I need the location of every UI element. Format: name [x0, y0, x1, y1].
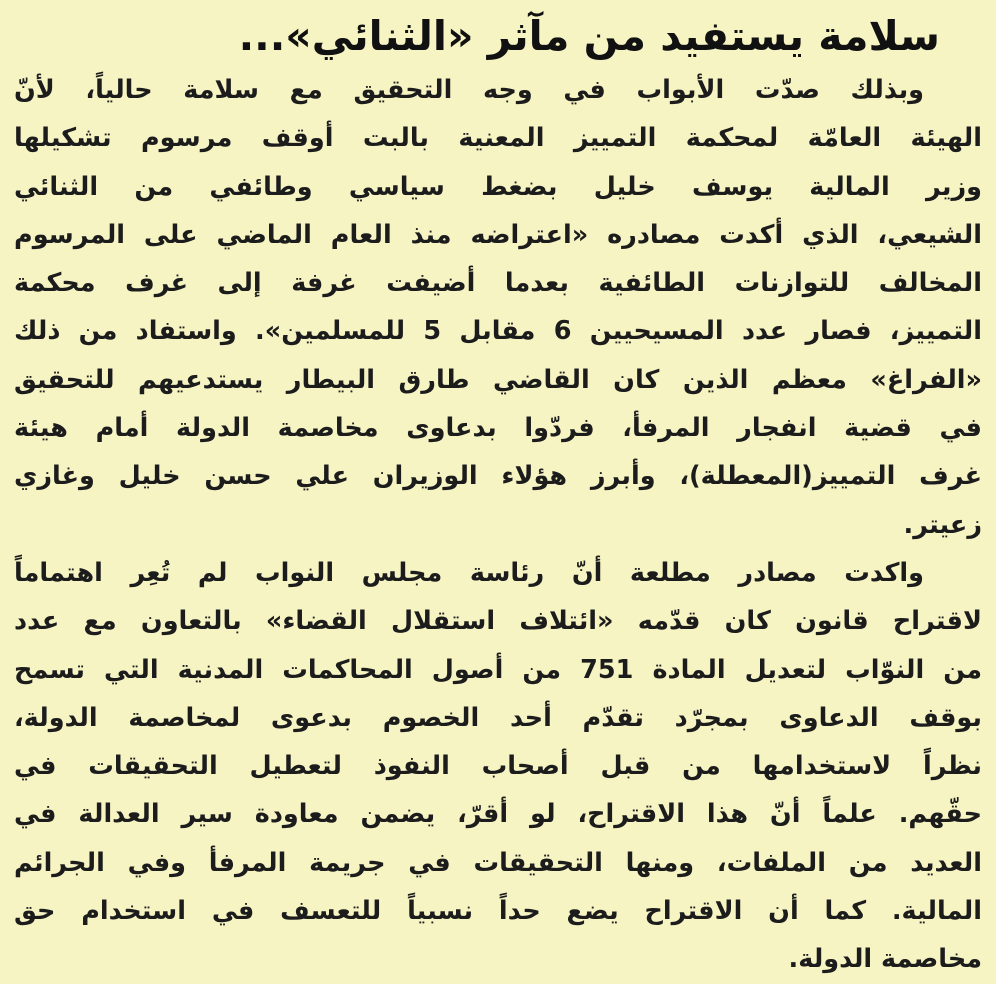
article-paragraph-2 — [14, 549, 982, 984]
text-line: بوقف الدعاوى بمجرّد تقدّم أحد الخصوم بدعوى لمخاصمة الدولة، — [14, 702, 982, 733]
text-line: في قضية انفجار المرفأ، فردّوا بدعاوى مخاصمة الدولة أمام هيئة — [14, 413, 982, 444]
text-line: وزير المالية يوسف خليل بضغط سياسي وطائفي من الثنائي — [14, 171, 982, 202]
text-line: من النوّاب لتعديل المادة 751 من أصول المحاكمات المدنية التي تسمح — [14, 654, 982, 685]
text-line: التمييز، فصار عدد المسيحيين 6 مقابل 5 للمسلمين». واستفاد من ذلك — [14, 316, 982, 347]
text-line: «الفراغ» معظم الذين كان القاضي طارق البيطار يستدعيهم للتحقيق — [14, 364, 982, 395]
text-line: حقّهم. علماً أنّ هذا الاقتراح، لو أقرّ، يضمن معاودة سير العدالة في — [14, 799, 982, 830]
text-line: لاقتراح قانون كان قدّمه «ائتلاف استقلال القضاء» بالتعاون مع عدد — [14, 606, 982, 637]
article-headline: سلامة يستفيد من مآثر «الثنائي»... — [238, 12, 940, 60]
article-paragraph-1 — [14, 66, 982, 549]
text-line: غرف التمييز(المعطلة)، وأبرز هؤلاء الوزيران علي حسن خليل وغازي — [14, 461, 982, 492]
text-line: نظراً لاستخدامها من قبل أصحاب النفوذ لتعطيل التحقيقات في — [14, 751, 982, 782]
text-line: المالية. كما أن الاقتراح يضع حداً نسبياً للتعسف في استخدام حق — [14, 896, 982, 927]
text-line: العديد من الملفات، ومنها التحقيقات في جريمة المرفأ وفي الجرائم — [14, 847, 982, 878]
text-line: مخاصمة الدولة. — [788, 944, 982, 975]
text-line: الشيعي، الذي أكدت مصادره «اعتراضه منذ العام الماضي على المرسوم — [14, 219, 982, 250]
text-line: الهيئة العامّة لمحكمة التمييز المعنية بالبت أوقف مرسوم تشكيلها — [14, 123, 982, 154]
text-line: المخالف للتوازنات الطائفية بعدما أضيفت غرفة إلى غرف محكمة — [14, 268, 982, 299]
text-line: زعيتر. — [903, 509, 982, 540]
text-line: وبذلك صدّت الأبواب في وجه التحقيق مع سلامة حالياً، لأنّ — [14, 75, 924, 105]
text-line: واكدت مصادر مطلعة أنّ رئاسة مجلس النواب لم تُعِر اهتماماً — [14, 557, 924, 588]
article-body — [14, 66, 982, 984]
